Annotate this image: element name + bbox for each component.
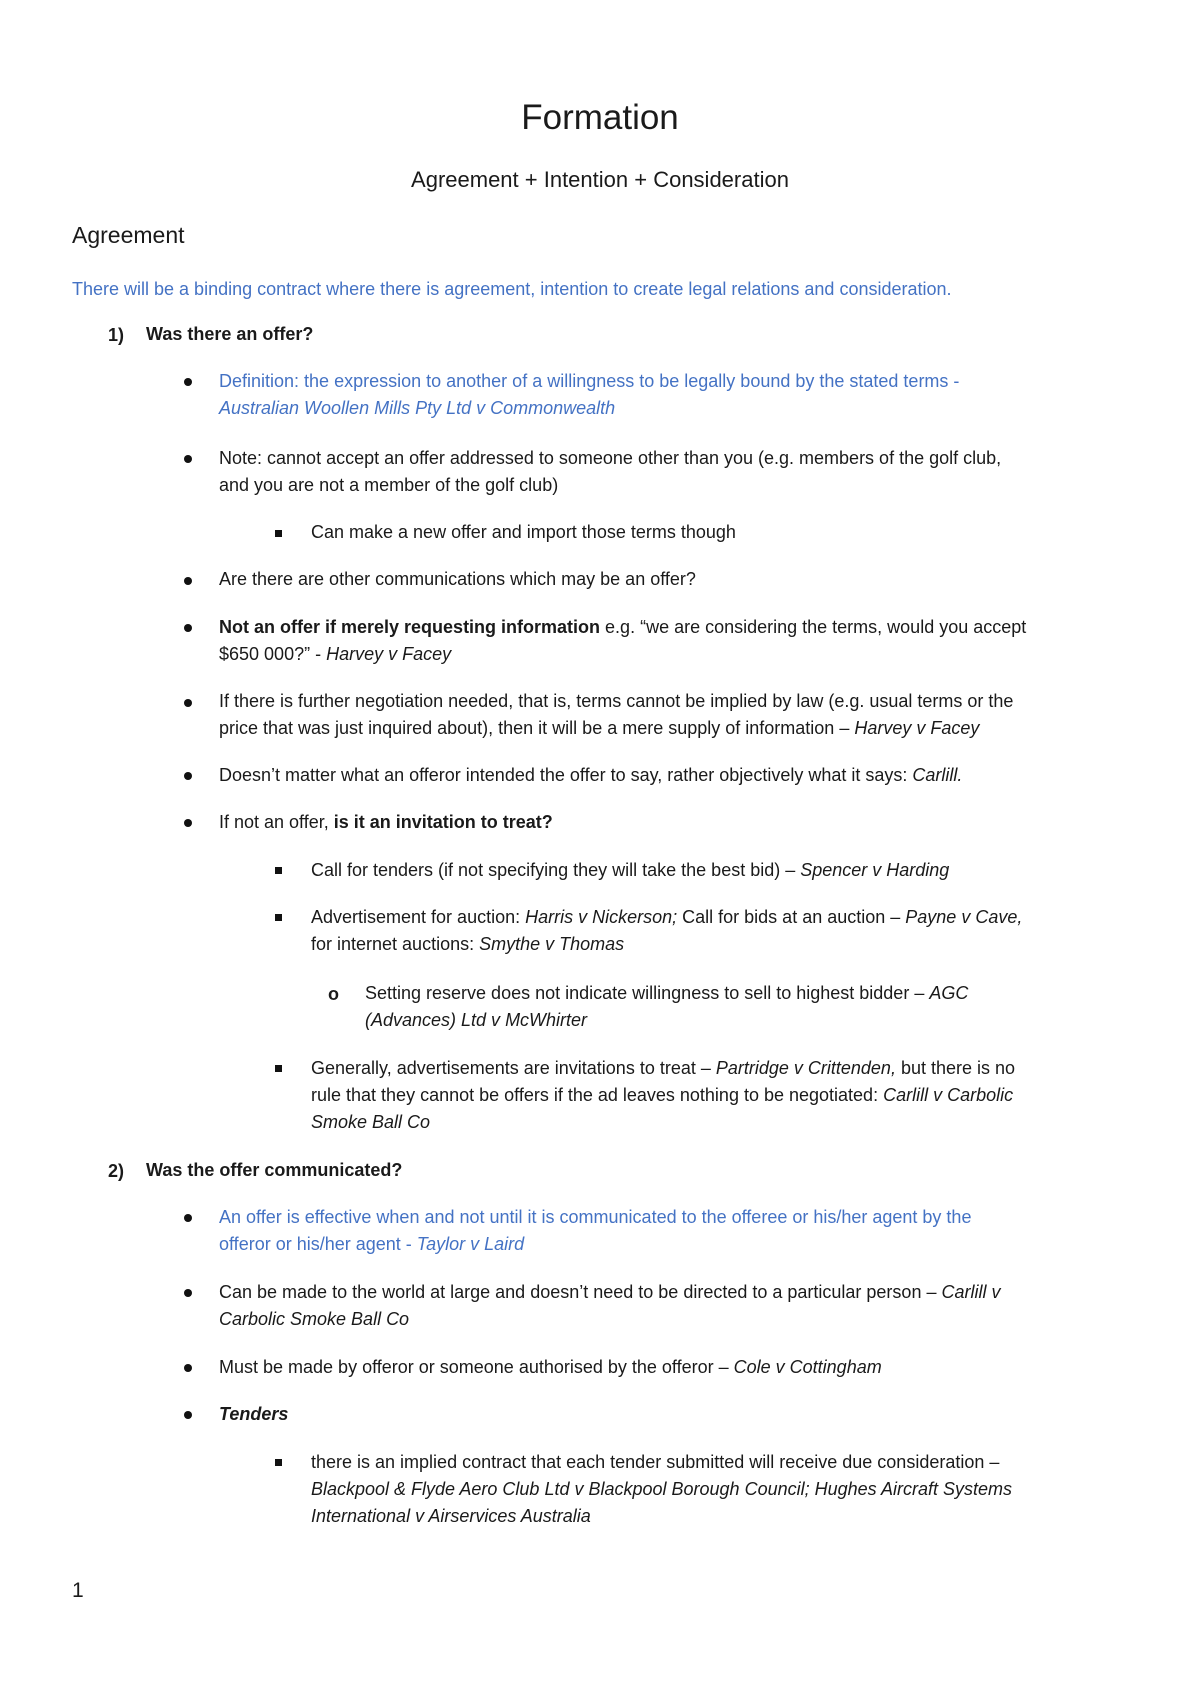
bullet-square	[275, 1459, 282, 1466]
bullet-text	[219, 762, 962, 789]
case-citation: Carbolic Smoke Ball Co	[219, 1309, 410, 1329]
bullet-dot	[184, 772, 192, 780]
question-number: 1)	[108, 325, 125, 345]
case-citation: Carlill.	[912, 765, 963, 785]
text-run: Setting reserve does not indicate willingness to sell to highest bidder –	[365, 983, 930, 1003]
bold-phrase: Not an offer if merely requesting information	[219, 617, 601, 637]
bullet-dot	[184, 1364, 192, 1372]
case-citation: Australian Woollen Mills Pty Ltd v Commonwealth	[219, 398, 616, 418]
case-citation: Smythe v Thomas	[479, 934, 625, 954]
case-citation: Partridge v Crittenden,	[715, 1058, 896, 1078]
text-run: Call for tenders (if not specifying they will take the best bid) –	[311, 860, 801, 880]
case-citation: Carlill v Carbolic	[883, 1085, 1014, 1105]
text-run: Generally, advertisements are invitations to treat –	[311, 1058, 716, 1078]
text-run: for internet auctions:	[311, 934, 480, 954]
bullet-square	[275, 530, 282, 537]
bullet-dot	[184, 577, 192, 585]
document-title: Formation	[521, 98, 679, 137]
text-run: e.g. “we are considering the terms, would you accept	[600, 617, 1027, 637]
bullet-marker-o: o	[328, 984, 339, 1004]
bullet-text: If there is further negotiation needed, that is, terms cannot be implied by law (e.g. usual terms or the	[219, 691, 1014, 711]
case-citation: Harris v Nickerson;	[525, 907, 678, 927]
bullet-text	[219, 715, 979, 742]
text-run: offeror or his/her agent -	[219, 1234, 417, 1254]
text-run: but there is no	[895, 1058, 1016, 1078]
sub-bullet-text	[311, 931, 624, 958]
case-citation: AGC	[929, 983, 969, 1003]
bullet-text	[219, 1231, 524, 1258]
bullet-label: Tenders	[219, 1404, 289, 1424]
sub-bullet-text: there is an implied contract that each tender submitted will receive due consideration –	[311, 1452, 1000, 1472]
intro-paragraph: There will be a binding contract where there is agreement, intention to create legal relations and consideration.	[72, 279, 952, 299]
text-run: Call for bids at an auction –	[677, 907, 906, 927]
sub-bullet-text: Can make a new offer and import those terms though	[311, 522, 736, 542]
text-run: rule that they cannot be offers if the ad leaves nothing to be negotiated:	[311, 1085, 884, 1105]
question-number: 2)	[108, 1161, 125, 1181]
document-subtitle: Agreement + Intention + Consideration	[411, 167, 789, 192]
case-citation: Carlill v	[941, 1282, 1001, 1302]
note-line: Note: cannot accept an offer addressed to someone other than you (e.g. members of the golf club,	[219, 448, 1002, 468]
case-citation: Spencer v Harding	[800, 860, 950, 880]
case-citation: (Advances) Ltd v McWhirter	[365, 1010, 588, 1030]
bullet-text	[219, 1279, 1000, 1306]
sub-bullet-text	[311, 1055, 1015, 1082]
case-citation: Payne v Cave,	[905, 907, 1023, 927]
note-line: and you are not a member of the golf club)	[219, 475, 559, 495]
bullet-dot	[184, 699, 192, 707]
bullet-dot	[184, 819, 192, 827]
text-run: $650 000?” -	[219, 644, 327, 664]
bullet-dot	[184, 1214, 192, 1222]
bullet-square	[275, 914, 282, 921]
question-heading: Was the offer communicated?	[146, 1160, 403, 1180]
case-citation: Smoke Ball Co	[311, 1112, 431, 1132]
case-citation: Harvey v Facey	[326, 644, 452, 664]
case-citation: International v Airservices Australia	[311, 1506, 591, 1526]
bullet-dot	[184, 455, 192, 463]
bullet-text	[219, 614, 1026, 641]
bullet-dot	[184, 1289, 192, 1297]
case-citation: Taylor v Laird	[416, 1234, 525, 1254]
bullet-dot	[184, 378, 192, 386]
bold-phrase: is it an invitation to treat?	[333, 812, 553, 832]
text-run: Can be made to the world at large and doesn’t need to be directed to a particular person –	[219, 1282, 942, 1302]
case-citation: Harvey v Facey	[854, 718, 980, 738]
sub-bullet-text	[311, 904, 1022, 931]
sub-bullet-text	[311, 857, 949, 884]
bullet-text	[219, 809, 553, 836]
text-run: Must be made by offeror or someone authorised by the offeror –	[219, 1357, 734, 1377]
sub-sub-bullet-text	[365, 980, 968, 1007]
bullet-dot	[184, 1411, 192, 1419]
text-run: Advertisement for auction:	[311, 907, 526, 927]
sub-bullet-text	[311, 1082, 1013, 1109]
case-citation: Cole v Cottingham	[733, 1357, 882, 1377]
text-run: price that was just inquired about), then it will be a mere supply of information –	[219, 718, 855, 738]
page-number: 1	[72, 1579, 84, 1602]
bullet-text	[219, 1354, 882, 1381]
section-heading: Agreement	[72, 222, 185, 248]
bullet-square	[275, 1065, 282, 1072]
bullet-square	[275, 867, 282, 874]
text-run: If not an offer,	[219, 812, 334, 832]
bullet-dot	[184, 624, 192, 632]
bullet-text	[219, 641, 451, 668]
definition-line: Definition: the expression to another of a willingness to be legally bound by the stated terms -	[219, 371, 960, 391]
case-citation: Blackpool & Flyde Aero Club Ltd v Blackpool Borough Council; Hughes Aircraft Systems	[311, 1479, 1012, 1499]
bullet-text: An offer is effective when and not until it is communicated to the offeree or his/her agent by the	[219, 1207, 972, 1227]
question-heading: Was there an offer?	[146, 324, 314, 344]
text-run: Doesn’t matter what an offeror intended the offer to say, rather objectively what it says:	[219, 765, 913, 785]
bullet-text: Are there are other communications which may be an offer?	[219, 569, 696, 589]
